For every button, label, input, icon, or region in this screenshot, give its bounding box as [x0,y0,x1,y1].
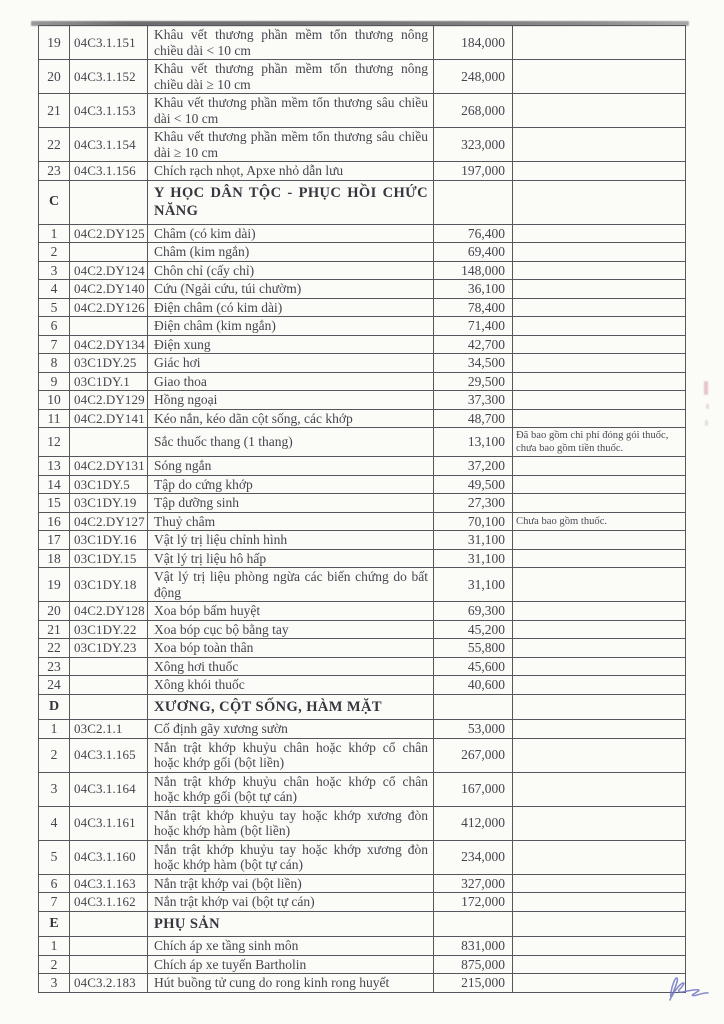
cell-stt: 10 [39,391,70,410]
cell-name: Châm (kim ngắn) [148,243,434,262]
cell-code: 04C3.1.160 [70,840,148,874]
cell-code: 04C3.2.183 [70,974,148,993]
cell-code [70,180,148,224]
cell-note [513,391,686,410]
cell-note [513,568,686,602]
cell-note [513,317,686,336]
table-row [39,549,686,568]
cell-note [513,657,686,676]
cell-note [513,261,686,280]
cell-code [70,955,148,974]
section-row [39,180,686,224]
cell-name: Cứu (Ngải cứu, túi chườm) [148,280,434,299]
cell-stt: 8 [39,354,70,373]
cell-price: 45,600 [434,657,513,676]
cell-code: 04C2.DY140 [70,280,148,299]
cell-stt: 15 [39,494,70,513]
cell-note [513,602,686,621]
cell-name: PHỤ SẢN [148,911,434,937]
cell-stt: 14 [39,475,70,494]
cell-price: 45,200 [434,620,513,639]
table-row [39,391,686,410]
table-row [39,409,686,428]
table-row [39,772,686,806]
cell-note [513,531,686,550]
cell-stt: 1 [39,720,70,739]
cell-price: 71,400 [434,317,513,336]
table-row [39,457,686,476]
cell-price: 69,300 [434,602,513,621]
cell-price: 31,100 [434,568,513,602]
cell-name: Cố định gãy xương sườn [148,720,434,739]
cell-name: Nắn trật khớp khuỷu tay hoặc khớp xương đòn hoặc khớp hàm (bột tự cán) [148,840,434,874]
cell-stt: 1 [39,224,70,243]
cell-price: 184,000 [434,26,513,60]
cell-code: 04C3.1.154 [70,128,148,162]
cell-name: Nắn trật khớp khuỷu tay hoặc khớp xương đòn hoặc khớp hàm (bột liền) [148,806,434,840]
cell-note [513,955,686,974]
cell-price: 327,000 [434,874,513,893]
cell-price: 37,200 [434,457,513,476]
table-row [39,128,686,162]
table-row [39,874,686,893]
cell-stt: 9 [39,372,70,391]
cell-name: Khâu vết thương phần mềm tổn thương sâu chiều dài < 10 cm [148,94,434,128]
table-row [39,243,686,262]
cell-name: Khâu vết thương phần mềm tổn thương nông chiều dài < 10 cm [148,26,434,60]
cell-price: 831,000 [434,937,513,956]
cell-code: 04C2.DY131 [70,457,148,476]
cell-name: Xoa bóp cục bộ bằng tay [148,620,434,639]
cell-note [513,806,686,840]
ink-bleed-mark [704,381,708,395]
cell-price: 69,400 [434,243,513,262]
cell-note [513,180,686,224]
table-row [39,937,686,956]
table-row [39,893,686,912]
cell-stt: 22 [39,128,70,162]
cell-stt: 1 [39,937,70,956]
cell-price: 70,100 [434,512,513,531]
cell-stt: 5 [39,298,70,317]
cell-note [513,372,686,391]
cell-price: 31,100 [434,549,513,568]
cell-stt: 11 [39,409,70,428]
cell-code [70,317,148,336]
table-row [39,676,686,695]
cell-code [70,694,148,720]
cell-price: 48,700 [434,409,513,428]
cell-stt: 6 [39,317,70,336]
cell-note [513,280,686,299]
table-row [39,602,686,621]
cell-name: Giao thoa [148,372,434,391]
cell-note [513,772,686,806]
cell-name: Xông hơi thuốc [148,657,434,676]
table-row [39,512,686,531]
cell-price: 76,400 [434,224,513,243]
table-row [39,974,686,993]
cell-price: 78,400 [434,298,513,317]
cell-code: 04C2.DY134 [70,335,148,354]
cell-price: 197,000 [434,162,513,181]
cell-name: Hồng ngoại [148,391,434,410]
cell-price: 42,700 [434,335,513,354]
cell-code [70,676,148,695]
cell-stt: 21 [39,620,70,639]
cell-stt: C [39,180,70,224]
cell-code: 03C1DY.16 [70,531,148,550]
cell-name: Nắn trật khớp vai (bột tự cán) [148,893,434,912]
cell-code: 03C1DY.1 [70,372,148,391]
cell-price: 234,000 [434,840,513,874]
table-row [39,280,686,299]
cell-price: 40,600 [434,676,513,695]
cell-note [513,639,686,658]
cell-code: 03C2.1.1 [70,720,148,739]
cell-stt: 4 [39,806,70,840]
cell-name: XƯƠNG, CỘT SỐNG, HÀM MẶT [148,694,434,720]
cell-stt: 3 [39,772,70,806]
cell-note [513,335,686,354]
cell-name: Nắn trật khớp vai (bột liền) [148,874,434,893]
ink-bleed-mark [705,420,708,426]
cell-stt: 20 [39,60,70,94]
table-row [39,372,686,391]
cell-stt: 6 [39,874,70,893]
table-row [39,840,686,874]
table-row [39,494,686,513]
cell-name: Hút buồng tử cung do rong kinh rong huyết [148,974,434,993]
table-row [39,955,686,974]
cell-name: Giác hơi [148,354,434,373]
table-row [39,335,686,354]
cell-note [513,694,686,720]
cell-stt: 7 [39,893,70,912]
cell-stt: E [39,911,70,937]
cell-price: 49,500 [434,475,513,494]
cell-price: 37,300 [434,391,513,410]
section-row [39,911,686,937]
cell-name: Chích rạch nhọt, Apxe nhỏ dẫn lưu [148,162,434,181]
cell-stt: 2 [39,243,70,262]
handwritten-initial [660,974,712,1008]
cell-stt: 16 [39,512,70,531]
section-row [39,694,686,720]
cell-price: 268,000 [434,94,513,128]
cell-note [513,840,686,874]
cell-code: 03C1DY.15 [70,549,148,568]
cell-name: Xông khói thuốc [148,676,434,695]
cell-name: Chích áp xe tầng sinh môn [148,937,434,956]
cell-price: 172,000 [434,893,513,912]
cell-name: Tập dưỡng sinh [148,494,434,513]
table-row [39,26,686,60]
cell-stt: 17 [39,531,70,550]
table-row [39,298,686,317]
table-row [39,428,686,457]
cell-price: 53,000 [434,720,513,739]
table-row [39,568,686,602]
cell-name: Vật lý trị liệu hô hấp [148,549,434,568]
cell-code: 03C1DY.25 [70,354,148,373]
cell-name: Y HỌC DÂN TỘC - PHỤC HỒI CHỨC NĂNG [148,180,434,224]
cell-stt: 4 [39,280,70,299]
cell-note [513,549,686,568]
cell-name: Sắc thuốc thang (1 thang) [148,428,434,457]
table-body [39,26,686,993]
cell-name: Nắn trật khớp khuỷu chân hoặc khớp cổ chân hoặc khớp gối (bột liền) [148,738,434,772]
cell-price: 27,300 [434,494,513,513]
cell-note [513,494,686,513]
cell-stt: 12 [39,428,70,457]
cell-name: Sóng ngắn [148,457,434,476]
cell-stt: 7 [39,335,70,354]
cell-stt: 5 [39,840,70,874]
cell-code: 04C3.1.151 [70,26,148,60]
cell-code: 04C3.1.152 [70,60,148,94]
cell-name: Thuỷ châm [148,512,434,531]
cell-note [513,94,686,128]
cell-note [513,893,686,912]
cell-code: 04C2.DY129 [70,391,148,410]
cell-price [434,911,513,937]
table-row [39,94,686,128]
cell-price: 29,500 [434,372,513,391]
cell-code: 03C1DY.18 [70,568,148,602]
cell-name: Xoa bóp toàn thân [148,639,434,658]
cell-code: 04C2.DY126 [70,298,148,317]
cell-note [513,676,686,695]
price-table [38,25,686,993]
cell-code [70,911,148,937]
cell-price: 148,000 [434,261,513,280]
cell-price: 875,000 [434,955,513,974]
cell-price: 215,000 [434,974,513,993]
ink-bleed-mark [706,404,709,409]
cell-note [513,243,686,262]
table-row [39,317,686,336]
cell-stt: 22 [39,639,70,658]
cell-price: 323,000 [434,128,513,162]
table-row [39,475,686,494]
table-row [39,162,686,181]
cell-code: 04C3.1.164 [70,772,148,806]
table-row [39,806,686,840]
cell-name: Khâu vết thương phần mềm tổn thương sâu chiều dài ≥ 10 cm [148,128,434,162]
cell-name: Điện châm (kim ngắn) [148,317,434,336]
cell-note [513,475,686,494]
cell-note [513,26,686,60]
cell-code: 03C1DY.19 [70,494,148,513]
cell-name: Nắn trật khớp khuỷu chân hoặc khớp cổ chân hoặc khớp gối (bột tự cán) [148,772,434,806]
cell-code [70,243,148,262]
cell-name: Vật lý trị liệu phòng ngừa các biến chứng do bất động [148,568,434,602]
cell-code: 04C3.1.156 [70,162,148,181]
cell-code: 04C3.1.163 [70,874,148,893]
cell-price: 167,000 [434,772,513,806]
cell-code [70,657,148,676]
cell-note [513,720,686,739]
cell-code: 04C2.DY125 [70,224,148,243]
cell-note [513,224,686,243]
cell-stt: 2 [39,738,70,772]
cell-note [513,298,686,317]
cell-name: Kéo nắn, kéo dãn cột sống, các khớp [148,409,434,428]
cell-stt: 2 [39,955,70,974]
cell-name: Xoa bóp bấm huyệt [148,602,434,621]
cell-note [513,738,686,772]
cell-stt: 13 [39,457,70,476]
table-row [39,354,686,373]
table-row [39,224,686,243]
cell-code: 04C3.1.153 [70,94,148,128]
cell-stt: 18 [39,549,70,568]
cell-stt: 19 [39,568,70,602]
cell-note [513,937,686,956]
cell-name: Châm (có kim dài) [148,224,434,243]
cell-price: 31,100 [434,531,513,550]
cell-note [513,60,686,94]
table-row [39,261,686,280]
cell-note [513,457,686,476]
cell-name: Vật lý trị liệu chỉnh hình [148,531,434,550]
cell-note [513,911,686,937]
cell-stt: D [39,694,70,720]
cell-stt: 24 [39,676,70,695]
table-row [39,720,686,739]
cell-name: Điện châm (có kim dài) [148,298,434,317]
cell-code: 04C3.1.161 [70,806,148,840]
cell-price: 248,000 [434,60,513,94]
cell-code: 03C1DY.22 [70,620,148,639]
cell-price: 412,000 [434,806,513,840]
cell-name: Tập do cứng khớp [148,475,434,494]
cell-code: 03C1DY.5 [70,475,148,494]
cell-stt: 21 [39,94,70,128]
cell-note [513,409,686,428]
table-row [39,657,686,676]
cell-note [513,874,686,893]
cell-stt: 3 [39,974,70,993]
cell-code: 04C2.DY127 [70,512,148,531]
cell-price [434,694,513,720]
cell-note: Đã bao gồm chi phí đóng gói thuốc, chưa bao gồm tiền thuốc. [513,428,686,457]
cell-code: 04C2.DY124 [70,261,148,280]
table-row [39,620,686,639]
cell-code: 04C2.DY141 [70,409,148,428]
cell-stt: 3 [39,261,70,280]
cell-code: 04C2.DY128 [70,602,148,621]
cell-note: Chưa bao gồm thuốc. [513,512,686,531]
cell-note [513,128,686,162]
cell-code [70,428,148,457]
table-row [39,639,686,658]
cell-note [513,620,686,639]
cell-price: 36,100 [434,280,513,299]
cell-note [513,162,686,181]
cell-price: 55,800 [434,639,513,658]
cell-code [70,937,148,956]
cell-name: Chích áp xe tuyến Bartholin [148,955,434,974]
table-row [39,531,686,550]
cell-name: Chôn chỉ (cấy chỉ) [148,261,434,280]
cell-name: Điện xung [148,335,434,354]
cell-name: Khâu vết thương phần mềm tổn thương nông chiều dài ≥ 10 cm [148,60,434,94]
cell-price: 34,500 [434,354,513,373]
cell-code: 04C3.1.162 [70,893,148,912]
cell-stt: 23 [39,162,70,181]
table-row [39,60,686,94]
cell-code: 04C3.1.165 [70,738,148,772]
cell-code: 03C1DY.23 [70,639,148,658]
cell-stt: 19 [39,26,70,60]
cell-note [513,354,686,373]
cell-price [434,180,513,224]
table-row [39,738,686,772]
cell-stt: 23 [39,657,70,676]
cell-stt: 20 [39,602,70,621]
cell-price: 13,100 [434,428,513,457]
cell-price: 267,000 [434,738,513,772]
